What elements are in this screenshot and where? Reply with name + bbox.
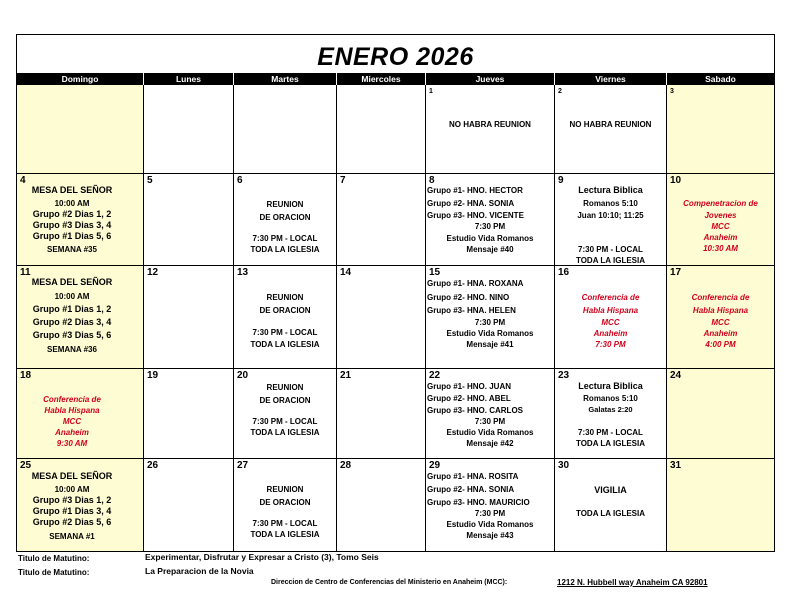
event-line: NO HABRA REUNION	[449, 120, 531, 129]
day-cell-10	[667, 174, 774, 266]
event-line: Habla Hispana	[44, 406, 100, 415]
event-line: 7:30 PM - LOCAL	[578, 428, 643, 437]
weekday-sabado: Sabado	[705, 74, 736, 84]
weekday-domingo: Domingo	[17, 73, 144, 85]
event-line: MCC	[711, 222, 730, 231]
event-line: 10:00 AM	[54, 485, 90, 494]
event-line: NO HABRA REUNION	[569, 120, 652, 129]
event-line: Anaheim	[55, 428, 89, 437]
day-number: 27	[237, 460, 249, 471]
event-line: SEMANA #1	[49, 532, 95, 541]
event-line: Mensaje #40	[466, 245, 514, 254]
event-line: MCC	[601, 318, 620, 327]
day-number: 29	[429, 460, 441, 471]
day-number: 22	[429, 370, 441, 381]
event-line: 7:30 PM - LOCAL	[252, 328, 318, 337]
event-line: Grupo #1- HNO. HECTOR	[427, 186, 523, 195]
day-cell-empty	[234, 85, 337, 174]
event-line: 7:30 PM	[474, 509, 506, 518]
event-line: MESA DEL SEÑOR	[31, 185, 113, 195]
day-cell-2	[555, 85, 667, 174]
event-line: Grupo #2- HNO. ABEL	[427, 394, 511, 403]
day-cell-19	[144, 369, 234, 459]
weekday-martes: Martes	[234, 73, 337, 85]
day-cell-4	[17, 174, 144, 266]
event-line: Grupo #1 Dias 1, 2	[32, 304, 112, 314]
day-number: 9	[558, 175, 564, 186]
event-line: Grupo #3 Dias 3, 4	[32, 220, 112, 230]
day-cell-1	[426, 85, 555, 174]
event-line: Mensaje #41	[466, 340, 514, 349]
day-number: 23	[558, 370, 570, 381]
day-cell-21	[337, 369, 426, 459]
day-number: 12	[147, 267, 159, 278]
event-line: 7:30 PM - LOCAL	[578, 245, 643, 254]
weekday-miercoles: Miercoles	[337, 73, 426, 85]
calendar	[16, 34, 775, 552]
day-number: 1	[429, 88, 433, 95]
event-line: Grupo #2- HNO. NINO	[427, 293, 510, 302]
day-number: 24	[670, 370, 682, 381]
address-label: Direccion de Centro de Conferencias del Ministerio en Anaheim (MCC):	[271, 579, 508, 586]
day-number: 31	[670, 460, 682, 471]
event-line: 10:00 AM	[54, 199, 90, 208]
event-line: Grupo #2 Dias 3, 4	[32, 317, 112, 327]
event-line: TODA LA IGLESIA	[250, 245, 320, 254]
event-line: 10:00 AM	[54, 292, 90, 301]
day-cell-9	[555, 174, 667, 266]
event-line: DE ORACION	[259, 306, 311, 315]
day-number: 10	[670, 175, 682, 186]
day-number: 8	[429, 175, 435, 186]
event-line: Juan 10:10; 11:25	[577, 211, 644, 220]
weekday-jueves: Jueves	[426, 73, 555, 85]
event-line: Habla Hispana	[582, 306, 639, 315]
event-line: 7:30 PM - LOCAL	[252, 234, 318, 243]
day-cell-22	[426, 369, 555, 459]
day-number: 4	[20, 175, 26, 186]
day-number: 30	[558, 460, 570, 471]
event-line: Mensaje #43	[466, 531, 514, 540]
event-line: SEMANA #36	[47, 345, 97, 354]
event-line: 7:30 PM	[474, 318, 506, 327]
event-line: Estudio Vida Romanos	[446, 234, 534, 243]
event-line: TODA LA IGLESIA	[250, 530, 320, 539]
event-line: Anaheim	[703, 233, 738, 242]
event-line: Habla Hispana	[692, 306, 749, 315]
event-line: Jovenes	[704, 211, 737, 220]
event-line: Grupo #3- HNO. CARLOS	[427, 406, 524, 415]
matutino-label-1: Titulo de Matutino:	[18, 554, 90, 563]
event-line: Estudio Vida Romanos	[446, 428, 534, 437]
day-number: 16	[558, 267, 570, 278]
event-line: Romanos 5:10	[583, 199, 638, 208]
event-line: 7:30 PM	[595, 340, 626, 349]
day-cell-28	[337, 459, 426, 551]
event-line: TODA LA IGLESIA	[575, 509, 646, 518]
event-line: Romanos 5:10	[583, 394, 638, 403]
day-cell-26	[144, 459, 234, 551]
event-line: VIGILIA	[594, 485, 627, 495]
event-line: 7:30 PM - LOCAL	[252, 417, 318, 426]
event-line: Estudio Vida Romanos	[446, 329, 534, 338]
event-line: Grupo #2- HNA. SONIA	[427, 485, 515, 494]
title-bar	[17, 35, 774, 73]
event-line: Anaheim	[703, 329, 738, 338]
event-line: Grupo #1- HNA. ROSITA	[427, 472, 519, 481]
event-line: REUNION	[266, 293, 304, 302]
event-line: Anaheim	[593, 329, 628, 338]
day-cell-3	[667, 85, 774, 174]
weekday-header	[17, 73, 774, 85]
event-line: MCC	[62, 417, 82, 426]
day-number: 26	[147, 460, 159, 471]
day-number: 17	[670, 267, 682, 278]
day-cell-29	[426, 459, 555, 551]
event-line: TODA LA IGLESIA	[250, 428, 320, 437]
event-line: Grupo #1 Dias 3, 4	[32, 506, 112, 516]
day-number: 25	[20, 460, 32, 471]
weekday-lunes: Lunes	[144, 73, 234, 85]
event-line: Grupo #3- HNA. HELEN	[427, 306, 516, 315]
event-line: 9:30 AM	[56, 439, 88, 448]
event-line: Grupo #3 Dias 5, 6	[32, 330, 112, 340]
day-cell-23	[555, 369, 667, 459]
day-cell-empty	[337, 85, 426, 174]
event-line: 7:30 PM	[474, 417, 506, 426]
day-cell-24	[667, 369, 774, 459]
day-cell-27	[234, 459, 337, 551]
event-line: REUNION	[266, 200, 304, 209]
event-line: MCC	[711, 318, 730, 327]
event-line: 7:30 PM - LOCAL	[252, 519, 318, 528]
event-line: Mensaje #42	[466, 439, 514, 448]
event-line: Grupo #1 Dias 5, 6	[32, 231, 112, 241]
event-line: Lectura Biblica	[578, 381, 643, 391]
address: 1212 N. Hubbell way Anaheim CA 92801	[557, 578, 708, 587]
event-line: DE ORACION	[259, 396, 311, 405]
event-line: REUNION	[266, 485, 304, 494]
event-line: Lectura Biblica	[578, 185, 643, 195]
day-number: 18	[20, 370, 32, 381]
event-line: MESA DEL SEÑOR	[31, 277, 113, 287]
event-line: MESA DEL SEÑOR	[31, 471, 113, 481]
event-line: DE ORACION	[259, 213, 311, 222]
day-number: 14	[340, 267, 352, 278]
event-line: Conferencia de	[691, 293, 750, 302]
day-cell-empty	[17, 85, 144, 174]
day-number: 2	[558, 88, 562, 95]
day-cell-31	[667, 459, 774, 551]
day-cell-7	[337, 174, 426, 266]
day-cell-30	[555, 459, 667, 551]
weekday-viernes: Viernes	[555, 73, 667, 85]
month-title: ENERO 2026	[317, 43, 474, 71]
event-line: Galatas 2:20	[588, 405, 633, 414]
event-line: Compenetracion de	[683, 199, 758, 208]
day-cell-20	[234, 369, 337, 459]
day-cell-14	[337, 266, 426, 369]
day-number: 13	[237, 267, 249, 278]
day-number: 11	[20, 267, 31, 278]
day-cell-18	[17, 369, 144, 459]
event-line: SEMANA #35	[47, 245, 97, 254]
day-number: 15	[429, 267, 441, 278]
event-line: 4:00 PM	[705, 340, 736, 349]
event-line: Grupo #3- HNO. VICENTE	[427, 211, 524, 220]
event-line: Grupo #3- HNO. MAURICIO	[427, 498, 530, 507]
event-line: TODA LA IGLESIA	[575, 439, 646, 448]
day-number: 19	[147, 370, 159, 381]
day-number: 3	[670, 88, 674, 95]
day-number: 28	[340, 460, 352, 471]
matutino-label-2: Titulo de Matutino:	[18, 568, 90, 577]
day-cell-25	[17, 459, 144, 551]
footer	[0, 552, 792, 612]
day-cell-16	[555, 266, 667, 369]
event-line: DE ORACION	[259, 498, 311, 507]
day-cell-13	[234, 266, 337, 369]
event-line: Grupo #2 Dias 1, 2	[32, 209, 112, 219]
day-number: 20	[237, 370, 249, 381]
event-line: Grupo #2 Dias 5, 6	[32, 517, 112, 527]
event-line: Grupo #1- HNO. JUAN	[427, 382, 512, 391]
day-cell-6	[234, 174, 337, 266]
day-number: 7	[340, 175, 346, 186]
event-line: REUNION	[266, 383, 304, 392]
day-number: 5	[147, 175, 153, 186]
event-line: Grupo #2- HNA. SONIA	[427, 199, 515, 208]
event-line: TODA LA IGLESIA	[575, 256, 646, 265]
day-cell-12	[144, 266, 234, 369]
event-line: Estudio Vida Romanos	[446, 520, 534, 529]
event-line: Grupo #1- HNA. ROXANA	[427, 279, 524, 288]
matutino-title-1: Experimentar, Disfrutar y Expresar a Cristo (3), Tomo Seis	[145, 552, 379, 562]
day-cell-5	[144, 174, 234, 266]
day-cell-8	[426, 174, 555, 266]
event-line: 10:30 AM	[703, 244, 738, 253]
day-cell-15	[426, 266, 555, 369]
day-number: 21	[340, 370, 352, 381]
day-cell-17	[667, 266, 774, 369]
day-cell-empty	[144, 85, 234, 174]
day-number: 6	[237, 175, 243, 186]
event-line: Conferencia de	[43, 395, 101, 404]
day-cell-11	[17, 266, 144, 369]
event-line: TODA LA IGLESIA	[250, 340, 320, 349]
matutino-title-2: La Preparacion de la Novia	[145, 566, 254, 576]
event-line: 7:30 PM	[474, 222, 506, 231]
event-line: Conferencia de	[581, 293, 640, 302]
event-line: Grupo #3 Dias 1, 2	[32, 495, 112, 505]
